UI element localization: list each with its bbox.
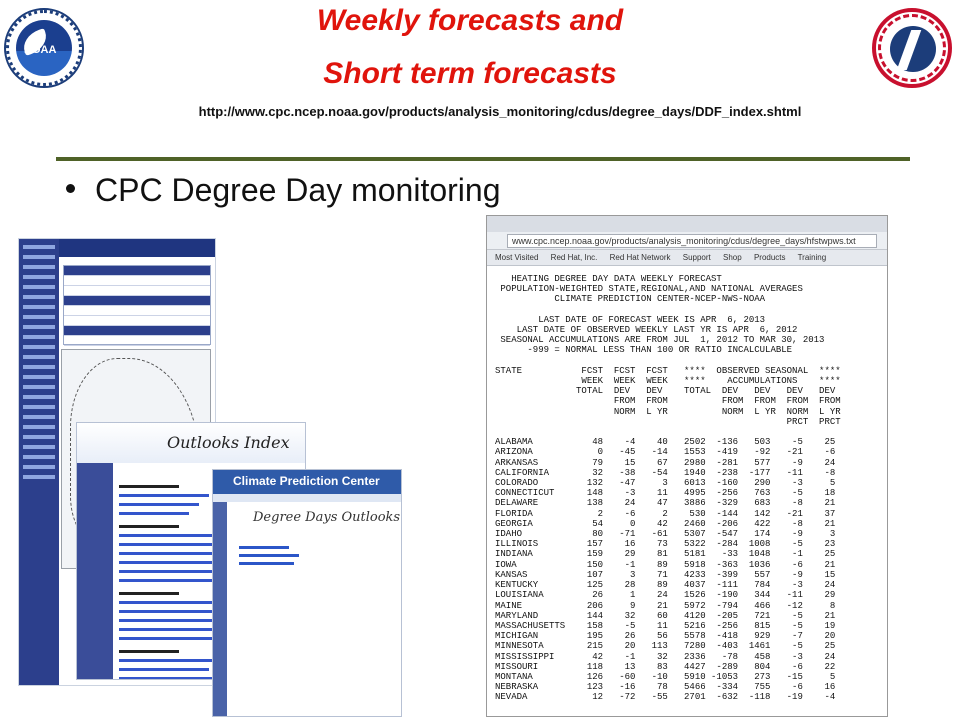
bookmark-item: Shop [723, 253, 742, 262]
outlooks-title: Outlooks Index [167, 433, 290, 452]
degree-days-title: Degree Days Outlooks [253, 510, 401, 525]
degree-days-sidebar [213, 502, 227, 717]
bullet-item [66, 172, 501, 209]
outlooks-header [77, 423, 305, 463]
noaa-logo-text: NOAA [24, 44, 57, 56]
screenshot-degree-days [212, 469, 402, 717]
bookmark-item: Most Visited [495, 253, 539, 262]
slide-title-line1: Weekly forecasts and [316, 4, 624, 37]
browser-address-bar [487, 232, 887, 250]
screenshot-browser-report [486, 215, 888, 717]
bookmarks-bar [487, 250, 887, 266]
cpc-subnav [213, 494, 401, 502]
bookmark-item: Support [682, 253, 711, 262]
bookmark-item: Red Hat Network [609, 253, 671, 262]
title-divider [56, 157, 910, 161]
homepage-sidebar [19, 239, 59, 685]
bullet-text: CPC Degree Day monitoring [95, 172, 501, 208]
slide-title-line2: Short term forecasts [323, 57, 617, 90]
bookmark-item: Products [753, 253, 786, 262]
homepage-header [59, 239, 215, 257]
homepage-outlook-table [63, 265, 211, 345]
degree-day-report: HEATING DEGREE DAY DATA WEEKLY FORECAST POPULATION-WEIGHTED STATE,REGIONAL,AND NATIONAL AVERAGES CLIMATE PREDICTION CENTER-NCEP-NWS-NOAA LAST DATE OF FORECAST WEEK IS APR 6, 2013 LAST DATE OF OBSERVED WEEKLY LAST YR IS APR 6, 2012 SEASONAL ACCUMULATIONS ARE FROM JUL 1, 2012 TO MAR 30, 2013 -999 = NORMAL LESS THAN 100 OR RATIO INCALCULABLE STATE FCST FCST FCST **** OBSERVED SEASONAL **** WEEK WEEK WEEK **** ACCUMULATIONS **** TOTAL DEV DEV TOTAL DEV DEV DEV DEV FROM FROM FROM FROM FROM FROM NORM L YR NORM L YR NORM L YR PRCT PRCT ALABAMA 48 -4 40 2502 -136 503 -5 25 ARIZONA 0 -45 -14 1553 -419 -92 -21 -6 ARKANSAS 79 15 67 2980 -281 577 -9 24 CALIFORNIA 32 -38 -54 1940 -238 -177 -11 -8 COLORADO 132 -47 3 6013 -160 290 -3 5 CONNECTICUT 148 -3 11 4995 -256 763 -5 18 DELAWARE 138 24 47 3886 -329 683 -8 21 FLORIDA 2 -6 2 530 -144 142 -21 37 GEORGIA 54 0 42 2460 -206 422 -8 21 IDAHO 80 -71 -61 5307 -547 174 -9 3 ILLINOIS 157 16 73 5322 -284 1008 -5 23 INDIANA 159 29 81 5181 -33 1048 -1 25 IOWA 150 -1 89 5918 -363 1036 -6 21 KANSAS 107 3 71 4233 -399 557 -9 15 KENTUCKY 125 28 89 4037 -111 784 -3 24 LOUISIANA 26 1 24 1526 -190 344 -11 29 MAINE 206 9 21 5972 -794 466 -12 8 MARYLAND 144 32 60 4120 -205 721 -5 21 MASSACHUSETTS 158 -5 11 5216 -256 815 -5 19 MICHIGAN 195 26 56 5578 -418 929 -7 20 MINNESOTA 215 20 113 7280 -403 1461 -5 25 MISSISSIPPI 42 -1 32 2336 -78 458 -3 24 MISSOURI 118 13 83 4427 -289 804 -6 22 MONTANA 126 -60 -10 5910 -1053 273 -15 5 NEBRASKA 123 -16 78 5466 -334 755 -6 16 NEVADA 12 -72 -55 2701 -632 -118 -19 -4 [495, 274, 841, 703]
cpc-banner-title: Climate Prediction Center [233, 474, 380, 488]
nws-logo [872, 8, 952, 88]
noaa-logo [4, 8, 84, 88]
cpc-banner [213, 470, 401, 494]
browser-tab-bar [487, 216, 887, 232]
bullet-dot [66, 184, 75, 193]
bookmark-item: Red Hat, Inc. [550, 253, 598, 262]
outlooks-sidebar [77, 463, 113, 680]
url-field: www.cpc.ncep.noaa.gov/products/analysis_monitoring/cdus/degree_days/hfstwpws.txt [507, 234, 877, 248]
bookmark-item: Training [797, 253, 827, 262]
source-url: http://www.cpc.ncep.noaa.gov/products/analysis_monitoring/cdus/degree_days/DDF_index.shtml [198, 104, 802, 119]
